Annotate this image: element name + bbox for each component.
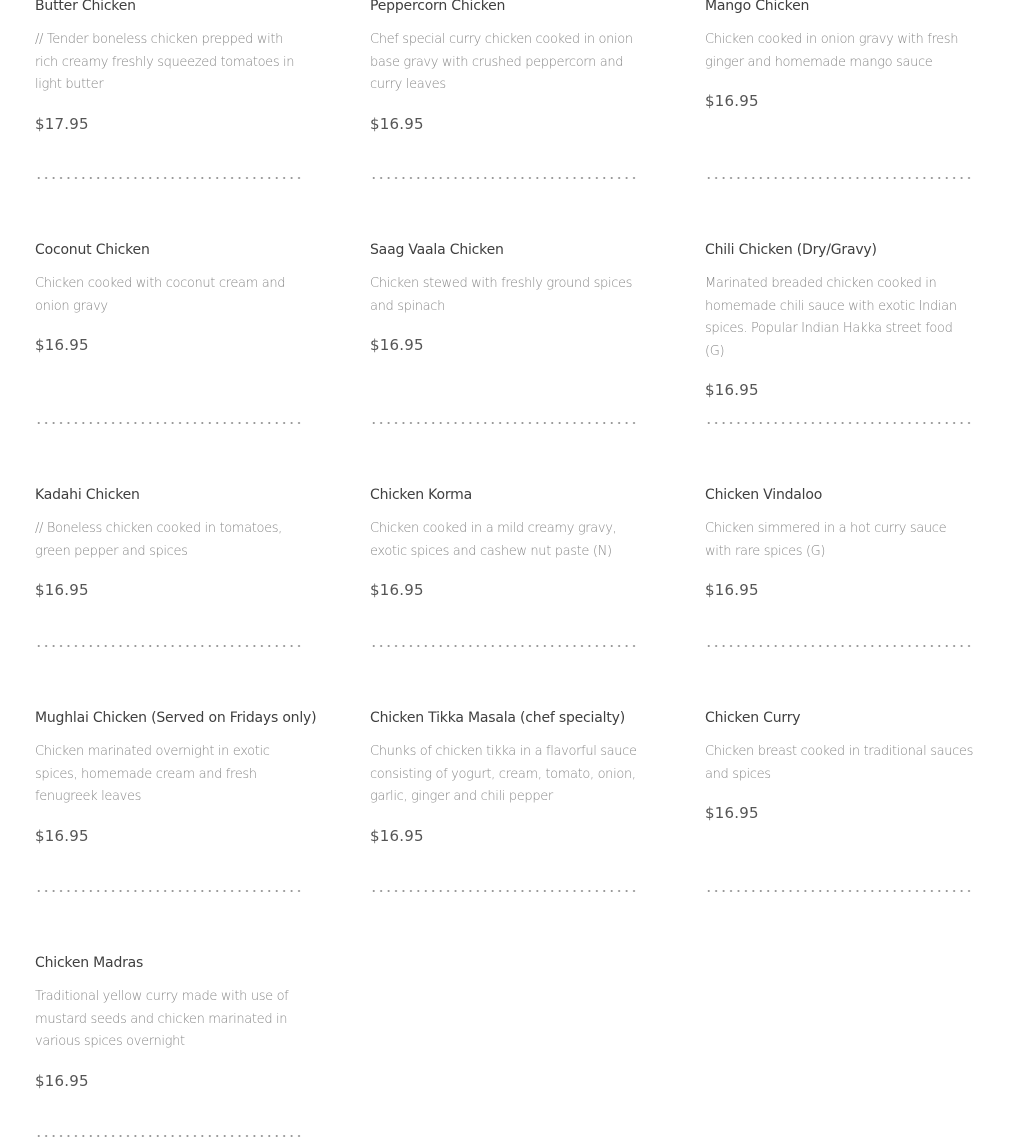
- item-price: $16.95: [370, 336, 424, 354]
- item-description: Chunks of chicken tikka in a flavorful sauce consisting of yogurt, cream, tomato, onion, garlic, ginger and chili pepper: [370, 744, 637, 804]
- item-description: Chicken marinated overnight in exotic spices, homemade cream and fresh fenugreek leaves: [35, 744, 270, 804]
- menu-grid: [35, 0, 975, 1141]
- menu-item-butter-chicken: [35, 0, 303, 183]
- menu-row: [35, 896, 975, 1141]
- item-name: Chicken Vindaloo: [705, 487, 823, 503]
- dotted-divider: [35, 644, 303, 648]
- menu-item-chicken-vindaloo: [705, 428, 973, 651]
- item-name: Mango Chicken: [705, 0, 810, 14]
- menu-item-saag-vaala-chicken: [370, 183, 638, 428]
- item-name: Saag Vaala Chicken: [370, 242, 504, 258]
- menu-item-mughlai-chicken: [35, 651, 317, 896]
- dotted-divider: [35, 176, 303, 180]
- item-description: Chicken simmered in a hot curry sauce with rare spices (G): [705, 521, 947, 559]
- dotted-divider: [370, 421, 638, 425]
- item-price: $16.95: [705, 92, 759, 110]
- menu-row: [35, 428, 975, 651]
- menu-item-chicken-curry: [705, 651, 973, 896]
- item-price: $16.95: [35, 581, 89, 599]
- dotted-divider: [35, 421, 303, 425]
- item-price: $16.95: [35, 1071, 89, 1090]
- item-price: $16.95: [370, 826, 424, 845]
- item-name: Chicken Curry: [705, 710, 801, 726]
- item-name: Chicken Korma: [370, 487, 472, 503]
- dotted-divider: [35, 1134, 303, 1138]
- menu-item-chicken-tikka-masala: [370, 651, 638, 896]
- item-description: // Boneless chicken cooked in tomatoes, green pepper and spices: [35, 521, 282, 559]
- item-name: Mughlai Chicken (Served on Fridays only): [35, 710, 317, 726]
- dotted-divider: [370, 644, 638, 648]
- menu-row: [35, 651, 975, 896]
- item-description: // Tender boneless chicken prepped with rich creamy freshly squeezed tomatoes in light butter: [35, 32, 295, 92]
- menu-item-mango-chicken: [705, 0, 973, 183]
- menu-row: [35, 183, 975, 428]
- menu-item-chicken-korma: [370, 428, 638, 651]
- item-name: Chicken Tikka Masala (chef specialty): [370, 710, 625, 726]
- dotted-divider: [705, 421, 973, 425]
- item-description: Traditional yellow curry made with use of mustard seeds and chicken marinated in various spices overnight: [35, 989, 289, 1049]
- dotted-divider: [370, 176, 638, 180]
- item-name: Coconut Chicken: [35, 242, 150, 258]
- item-description: Chicken cooked in onion gravy with fresh ginger and homemade mango sauce: [705, 32, 959, 70]
- item-price: $16.95: [705, 581, 759, 599]
- menu-item-coconut-chicken: [35, 183, 303, 428]
- item-name: Peppercorn Chicken: [370, 0, 506, 14]
- item-price: $16.95: [370, 114, 424, 133]
- item-price: $16.95: [35, 826, 89, 845]
- item-description: Marinated breaded chicken cooked in homemade chili sauce with exotic Indian spices. Popular Indian Hakka street food (G): [705, 276, 957, 359]
- menu-item-peppercorn-chicken: [370, 0, 638, 183]
- item-description: Chicken stewed with freshly ground spices and spinach: [370, 276, 633, 314]
- dotted-divider: [705, 176, 973, 180]
- item-description: Chicken cooked in a mild creamy gravy, exotic spices and cashew nut paste (N): [370, 521, 617, 559]
- dotted-divider: [705, 644, 973, 648]
- item-description: Chicken breast cooked in traditional sauces and spices: [705, 744, 974, 782]
- dotted-divider: [705, 889, 973, 893]
- item-price: $17.95: [35, 114, 89, 133]
- item-description: Chef special curry chicken cooked in onion base gravy with crushed peppercorn and curry leaves: [370, 32, 633, 92]
- item-description: Chicken cooked with coconut cream and onion gravy: [35, 276, 286, 314]
- menu-item-chili-chicken: [705, 183, 973, 428]
- item-name: Chicken Madras: [35, 955, 144, 971]
- menu-row: [35, 0, 975, 183]
- menu-item-chicken-madras: [35, 896, 303, 1141]
- dotted-divider: [35, 889, 303, 893]
- item-name: Butter Chicken: [35, 0, 136, 14]
- item-name: Kadahi Chicken: [35, 487, 140, 503]
- menu-item-kadahi-chicken: [35, 428, 303, 651]
- item-name: Chili Chicken (Dry/Gravy): [705, 242, 877, 258]
- item-price: $16.95: [370, 581, 424, 599]
- item-price: $16.95: [705, 381, 759, 399]
- dotted-divider: [370, 889, 638, 893]
- item-price: $16.95: [35, 336, 89, 354]
- item-price: $16.95: [705, 804, 759, 822]
